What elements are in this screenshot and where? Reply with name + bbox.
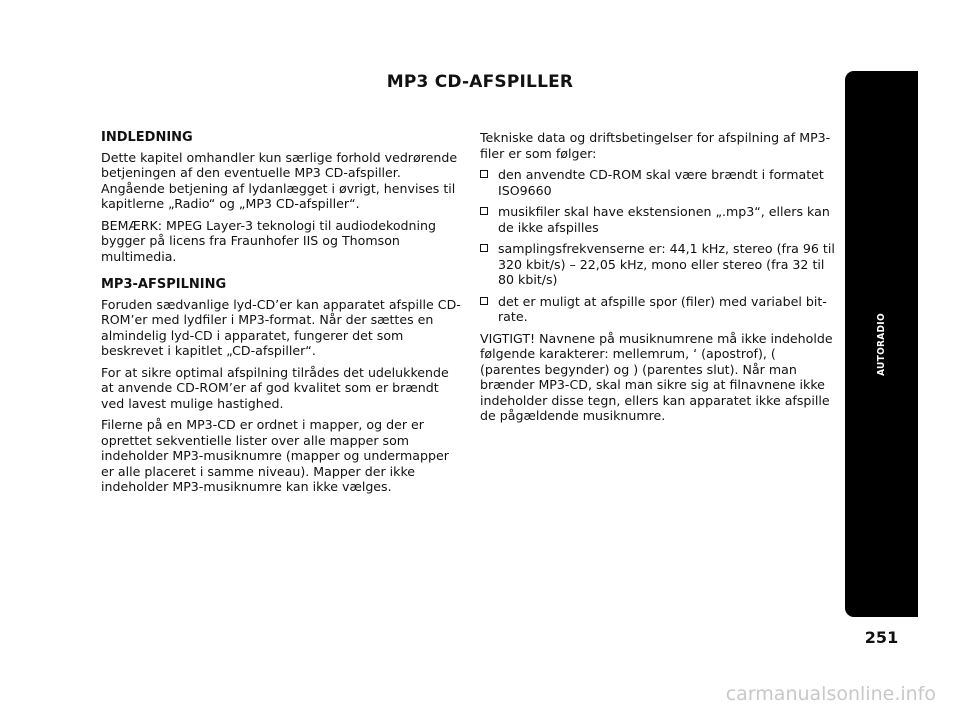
watermark: carmanualsonline.info [725,683,936,705]
list-item-text: samplingsfrekvenserne er: 44,1 kHz, stereo (fra 96 til 320 kbit/s) – 22,05 kHz, mono eller stereo (fra 32 til 80 kbit/s) [498,241,835,287]
list-item [480,241,840,288]
playback-paragraph-2: For at sikre optimal afspilning tilrådes det udelukkende at anvende CD-ROM’er af god kvalitet som er brændt ved lavest mulige hastighed. [101,364,449,411]
list-item [480,204,840,235]
list-item [480,294,840,325]
checkbox-bullet-icon [480,244,488,252]
list-item-text: musikfiler skal have ekstensionen „.mp3“, ellers kan de ikke afspilles [498,204,830,235]
requirements-list [480,167,840,325]
section-heading-introduction: INDLEDNING [101,130,193,145]
page-title: MP3 CD-AFSPILLER [386,72,574,92]
left-column [101,130,463,501]
checkbox-bullet-icon [480,207,488,215]
playback-paragraph-1: Foruden sædvanlige lyd-CD’er kan apparatet afspille CD-ROM’er med lydfiler i MP3-format. Når der sættes en almindelig lyd-CD i apparatet, fungerer det som beskrevet i kapitlet „CD-afspiller“. [101,296,461,358]
checkbox-bullet-icon [480,170,488,178]
playback-paragraph-3: Filerne på en MP3-CD er ordnet i mapper, og der er oprettet sekventielle lister over alle mapper som indeholder MP3-musiknumre (mapper og undermapper er alle placeret i samme niveau). Mapper der ikke indeholder MP3-musiknumre kan ikke vælges. [101,417,449,494]
list-item [480,167,840,198]
list-item-text: den anvendte CD-ROM skal være brændt i formatet ISO9660 [498,167,824,198]
list-item-text: det er muligt at afspille spor (filer) med variabel bit-rate. [498,293,827,324]
section-tab [845,71,918,617]
technical-data-intro: Tekniske data og driftsbetingelser for afspilning af MP3-filer er som følger: [480,130,831,161]
checkbox-bullet-icon [480,297,488,305]
intro-paragraph-1: Dette kapitel omhandler kun særlige forhold vedrørende betjeningen af den eventuelle MP3 CD-afspiller. Angående betjening af lydanlægget i øvrigt, henvises til kapitlerne „Radio“ og „MP3 CD-afspiller“. [101,149,458,211]
section-tab-label-wrapper [845,71,918,617]
page-number: 251 [864,628,899,647]
right-column [480,130,840,430]
section-tab-label: AUTORADIO [876,312,887,376]
section-heading-mp3-playback: MP3-AFSPILNING [101,277,227,292]
important-notice: VIGTIGT! Navnene på musiknumrene må ikke indeholde følgende karakterer: mellemrum, ‘ (apostrof), ( (parentes begynder) og ) (parentes slut). Når man brænder MP3-CD, skal man sikre sig at filnavnene ikke indeholder disse tegn, ellers kan apparatet ikke afspille de pågældende musiknumre. [480,330,833,423]
intro-paragraph-2: BEMÆRK: MPEG Layer-3 teknologi til audiodekodning bygger på licens fra Fraunhofer IIS og Thomson multimedia. [101,217,436,264]
